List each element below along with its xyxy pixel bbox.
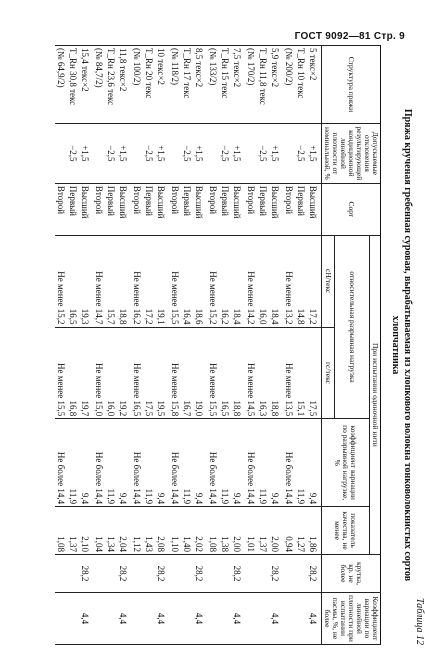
cell-cv: 9,4 <box>307 419 322 507</box>
cell-cv: 9,4 <box>79 419 93 507</box>
cell-skein-cv <box>295 592 307 644</box>
cell-grade: Высший <box>269 183 283 235</box>
cell-gf-tex: 16,7 <box>181 327 193 419</box>
cell-cv: 9,4 <box>193 419 207 507</box>
col-header-single-thread: При испытании одиночной нити <box>370 235 381 554</box>
col-header-tenacity: относительная разрывная нагрузка <box>335 235 370 419</box>
cell-gf-tex: 16,5 <box>219 327 231 419</box>
cell-cn-tex: Не менее 16,2 <box>131 235 143 327</box>
cell-quality: 1,37 <box>257 507 269 555</box>
cell-grade: Второй <box>93 183 105 235</box>
cell-twist: 28,2 <box>117 555 131 593</box>
cell-twist <box>143 555 155 593</box>
cell-structure: T_Rн 17 текс <box>181 46 193 124</box>
table-row <box>105 46 117 645</box>
col-header-cn-tex: сН/текс <box>322 235 336 327</box>
cell-grade: Высший <box>307 183 322 235</box>
cell-grade: Первый <box>143 183 155 235</box>
cell-cv: 9,4 <box>117 419 131 507</box>
cell-quality: 2,04 <box>117 507 131 555</box>
cell-cn-tex: Не менее 15,2 <box>207 235 219 327</box>
cell-cv: 11,9 <box>295 419 307 507</box>
cell-quality: 1,27 <box>295 507 307 555</box>
cell-cv: 11,9 <box>219 419 231 507</box>
cell-skein-cv: 4,4 <box>79 592 93 644</box>
cell-skein-cv <box>257 592 269 644</box>
cell-skein-cv: 4,4 <box>193 592 207 644</box>
page-header: ГОСТ 9092—81 Стр. 9 <box>294 31 405 42</box>
cell-twist: 28,2 <box>231 555 245 593</box>
cell-tolerance <box>55 123 67 183</box>
table-row <box>269 46 283 645</box>
table-row <box>295 46 307 645</box>
cell-structure: T_Rн 10 текс <box>295 46 307 124</box>
cell-twist <box>181 555 193 593</box>
cell-grade: Первый <box>257 183 269 235</box>
cell-gf-tex: 19,5 <box>155 327 169 419</box>
cell-twist <box>207 555 219 593</box>
cell-skein-cv: 4,4 <box>307 592 322 644</box>
cell-structure: 8,5 текс×2 <box>193 46 207 124</box>
table-row <box>207 46 219 645</box>
cell-skein-cv <box>181 592 193 644</box>
cell-structure: (№ 170/2) <box>245 46 257 124</box>
cell-cn-tex: Не менее 14,2 <box>245 235 257 327</box>
cell-cv: 11,9 <box>105 419 117 507</box>
cell-structure: T_Rн 30,8 текс <box>67 46 79 124</box>
cell-cv: 11,9 <box>181 419 193 507</box>
cell-cn-tex: 15,7 <box>105 235 117 327</box>
cell-tolerance: −2,5 <box>181 123 193 183</box>
cell-quality: 1,04 <box>93 507 105 555</box>
cell-cn-tex: 19,1 <box>155 235 169 327</box>
col-header-skein-cv: Коэффициент вариации по линейной плотности при испытании пасмы, %, не более <box>322 592 381 644</box>
rotated-table-block <box>25 45 425 645</box>
cell-cn-tex: Не менее 15,2 <box>55 235 67 327</box>
cell-gf-tex: 15,1 <box>295 327 307 419</box>
cell-twist <box>55 555 67 593</box>
cell-grade: Первый <box>181 183 193 235</box>
table-row <box>219 46 231 645</box>
cell-cn-tex: 16,4 <box>181 235 193 327</box>
cell-twist <box>131 555 143 593</box>
col-header-grade: Сорт <box>322 183 381 235</box>
cell-quality: 2,00 <box>231 507 245 555</box>
cell-grade: Высший <box>79 183 93 235</box>
table-row <box>245 46 257 645</box>
cell-grade: Второй <box>283 183 295 235</box>
cell-structure: 5 текс×2 <box>307 46 322 124</box>
cell-cv: 9,4 <box>155 419 169 507</box>
cell-gf-tex: Не менее 15,0 <box>93 327 105 419</box>
cell-gf-tex: Не менее 15,5 <box>207 327 219 419</box>
cell-cn-tex: 16,5 <box>67 235 79 327</box>
cell-tolerance: +1,5 <box>155 123 169 183</box>
cell-structure: (№ 200/2) <box>283 46 295 124</box>
cell-gf-tex: 18,8 <box>231 327 245 419</box>
cell-structure: (№ 84,7/2) <box>93 46 105 124</box>
cell-gf-tex: 19,0 <box>193 327 207 419</box>
cell-quality: 1,08 <box>207 507 219 555</box>
cell-cn-tex: 18,8 <box>117 235 131 327</box>
table-number: Таблица 12 <box>414 598 425 645</box>
cell-cv: Не более 14,4 <box>283 419 295 507</box>
cell-quality: 1,37 <box>67 507 79 555</box>
cell-tolerance: +1,5 <box>117 123 131 183</box>
cell-twist <box>283 555 295 593</box>
cell-gf-tex: Не менее 16,5 <box>131 327 143 419</box>
table-row <box>257 46 269 645</box>
cell-skein-cv <box>131 592 143 644</box>
cell-structure: (№ 133/2) <box>207 46 219 124</box>
cell-twist <box>245 555 257 593</box>
cell-quality: 2,02 <box>193 507 207 555</box>
cell-skein-cv: 4,4 <box>231 592 245 644</box>
cell-tolerance: +1,5 <box>307 123 322 183</box>
cell-tolerance <box>93 123 105 183</box>
cell-cn-tex: Не менее 13,2 <box>283 235 295 327</box>
table-title-line-1: Пряжа крученая гребенная суровая, вырабатываемая из хлопкового волокна тонковолокнистых сортов <box>402 108 413 582</box>
cell-structure: 7,5 текс×2 <box>231 46 245 124</box>
col-header-twist: крутка, кр. не более <box>322 555 381 593</box>
cell-skein-cv <box>143 592 155 644</box>
cell-twist <box>105 555 117 593</box>
cell-quality: 1,01 <box>245 507 257 555</box>
cell-twist <box>67 555 79 593</box>
table-row <box>93 46 105 645</box>
cell-cn-tex: Не менее 15,5 <box>169 235 181 327</box>
cell-skein-cv <box>93 592 105 644</box>
cell-skein-cv <box>283 592 295 644</box>
cell-skein-cv <box>55 592 67 644</box>
cell-tolerance: +1,5 <box>231 123 245 183</box>
cell-grade: Первый <box>67 183 79 235</box>
cell-cn-tex: 16,2 <box>219 235 231 327</box>
table-row <box>181 46 193 645</box>
cell-cv: 9,4 <box>269 419 283 507</box>
cell-twist: 28,2 <box>193 555 207 593</box>
yarn-properties-table <box>55 45 381 645</box>
cell-tolerance <box>169 123 181 183</box>
cell-skein-cv <box>207 592 219 644</box>
cell-tolerance <box>207 123 219 183</box>
table-row <box>79 46 93 645</box>
cell-skein-cv <box>105 592 117 644</box>
cell-twist <box>257 555 269 593</box>
table-row <box>283 46 295 645</box>
cell-structure: (№ 64,9/2) <box>55 46 67 124</box>
col-header-structure: Структура пряжи <box>322 46 381 124</box>
cell-grade: Высший <box>155 183 169 235</box>
cell-tolerance: −2,5 <box>105 123 117 183</box>
cell-tolerance <box>131 123 143 183</box>
cell-quality: 1,10 <box>169 507 181 555</box>
cell-cv: Не более 14,4 <box>131 419 143 507</box>
cell-structure: 15,4 текс×2 <box>79 46 93 124</box>
cell-cv: Не более 14,4 <box>207 419 219 507</box>
cell-twist: 28,2 <box>307 555 322 593</box>
cell-cv: Не более 14,4 <box>93 419 105 507</box>
table-row <box>117 46 131 645</box>
cell-tolerance: +1,5 <box>193 123 207 183</box>
cell-cv: 11,9 <box>257 419 269 507</box>
cell-twist: 28,2 <box>269 555 283 593</box>
cell-cn-tex: 16,0 <box>257 235 269 327</box>
table-row <box>193 46 207 645</box>
cell-grade: Второй <box>169 183 181 235</box>
col-header-cv: коэффициент вариации по разрывной нагрузке, % <box>322 419 370 507</box>
cell-cv: 11,9 <box>143 419 155 507</box>
table-row <box>55 46 67 645</box>
table-body <box>55 46 322 645</box>
cell-gf-tex: 18,8 <box>269 327 283 419</box>
cell-tolerance <box>245 123 257 183</box>
table-row <box>155 46 169 645</box>
cell-structure: T_Rн 11,8 текс <box>257 46 269 124</box>
cell-gf-tex: Не менее 15,8 <box>169 327 181 419</box>
cell-grade: Первый <box>295 183 307 235</box>
cell-gf-tex: 17,5 <box>143 327 155 419</box>
cell-cn-tex: Не менее 14,7 <box>93 235 105 327</box>
cell-twist: 28,2 <box>79 555 93 593</box>
cell-structure: T_Rн 15 текс <box>219 46 231 124</box>
cell-cv: Не более 14,4 <box>169 419 181 507</box>
cell-skein-cv: 4,4 <box>269 592 283 644</box>
cell-twist <box>169 555 181 593</box>
cell-grade: Второй <box>131 183 143 235</box>
table-row <box>169 46 181 645</box>
cell-gf-tex: 16,0 <box>105 327 117 419</box>
cell-gf-tex: Не менее 15,5 <box>55 327 67 419</box>
cell-skein-cv <box>169 592 181 644</box>
cell-cn-tex: 18,4 <box>231 235 245 327</box>
cell-cn-tex: 18,6 <box>193 235 207 327</box>
cell-quality: 1,86 <box>307 507 322 555</box>
cell-twist <box>219 555 231 593</box>
cell-quality: 1,08 <box>55 507 67 555</box>
cell-tolerance: +1,5 <box>269 123 283 183</box>
cell-skein-cv <box>219 592 231 644</box>
table-row <box>143 46 155 645</box>
table-row <box>307 46 322 645</box>
cell-quality: 0,94 <box>283 507 295 555</box>
cell-skein-cv: 4,4 <box>117 592 131 644</box>
cell-gf-tex: 19,2 <box>117 327 131 419</box>
cell-quality: 1,43 <box>143 507 155 555</box>
cell-quality: 2,08 <box>155 507 169 555</box>
cell-quality: 1,40 <box>181 507 193 555</box>
cell-cn-tex: 17,2 <box>307 235 322 327</box>
cell-grade: Высший <box>231 183 245 235</box>
col-header-gf-tex: гс/текс <box>322 327 336 419</box>
table-row <box>131 46 143 645</box>
cell-skein-cv: 4,4 <box>155 592 169 644</box>
cell-twist: 28,2 <box>155 555 169 593</box>
cell-tolerance: −2,5 <box>67 123 79 183</box>
cell-cv: 11,9 <box>67 419 79 507</box>
table-title <box>389 45 413 645</box>
cell-gf-tex: 16,8 <box>67 327 79 419</box>
table-title-line-2: хлопчатника <box>390 315 401 375</box>
cell-twist <box>295 555 307 593</box>
cell-structure: 10 текс×2 <box>155 46 169 124</box>
cell-tolerance: −2,5 <box>219 123 231 183</box>
cell-tolerance: −2,5 <box>295 123 307 183</box>
cell-grade: Первый <box>105 183 117 235</box>
cell-structure: T_Rн 20 текс <box>143 46 155 124</box>
cell-gf-tex: 16,3 <box>257 327 269 419</box>
cell-tolerance <box>283 123 295 183</box>
cell-cv: Не более 14,4 <box>245 419 257 507</box>
cell-grade: Второй <box>245 183 257 235</box>
cell-gf-tex: Не менее 14,5 <box>245 327 257 419</box>
cell-grade: Высший <box>193 183 207 235</box>
cell-quality: 1,34 <box>105 507 117 555</box>
cell-grade: Первый <box>219 183 231 235</box>
cell-skein-cv <box>245 592 257 644</box>
cell-cn-tex: 19,3 <box>79 235 93 327</box>
cell-cn-tex: 14,8 <box>295 235 307 327</box>
cell-grade: Второй <box>55 183 67 235</box>
cell-structure: 5,9 текс×2 <box>269 46 283 124</box>
cell-structure: 11,8 текс×2 <box>117 46 131 124</box>
cell-cv: 9,4 <box>231 419 245 507</box>
cell-cn-tex: 18,4 <box>269 235 283 327</box>
cell-cv: Не более 14,4 <box>55 419 67 507</box>
cell-gf-tex: Не менее 13,5 <box>283 327 295 419</box>
table-row <box>67 46 79 645</box>
cell-quality: 2,00 <box>269 507 283 555</box>
cell-twist <box>93 555 105 593</box>
cell-grade: Высший <box>117 183 131 235</box>
cell-skein-cv <box>67 592 79 644</box>
cell-tolerance: −2,5 <box>257 123 269 183</box>
cell-quality: 2,10 <box>79 507 93 555</box>
cell-gf-tex: 17,5 <box>307 327 322 419</box>
cell-tolerance: +1,5 <box>79 123 93 183</box>
table-row <box>231 46 245 645</box>
cell-tolerance: −2,5 <box>143 123 155 183</box>
cell-cn-tex: 17,2 <box>143 235 155 327</box>
cell-gf-tex: 19,7 <box>79 327 93 419</box>
col-header-tolerance: Допускаемые отклонения результирующей кондиционной линейной плотности от номинальной, % <box>322 123 381 183</box>
cell-quality: 1,12 <box>131 507 143 555</box>
col-header-quality: показатель качества, не менее <box>322 507 370 555</box>
cell-structure: T_Rн 23,6 текс <box>105 46 117 124</box>
cell-structure: (№ 100/2) <box>131 46 143 124</box>
cell-grade: Второй <box>207 183 219 235</box>
cell-structure: (№ 118/2) <box>169 46 181 124</box>
cell-quality: 1,38 <box>219 507 231 555</box>
